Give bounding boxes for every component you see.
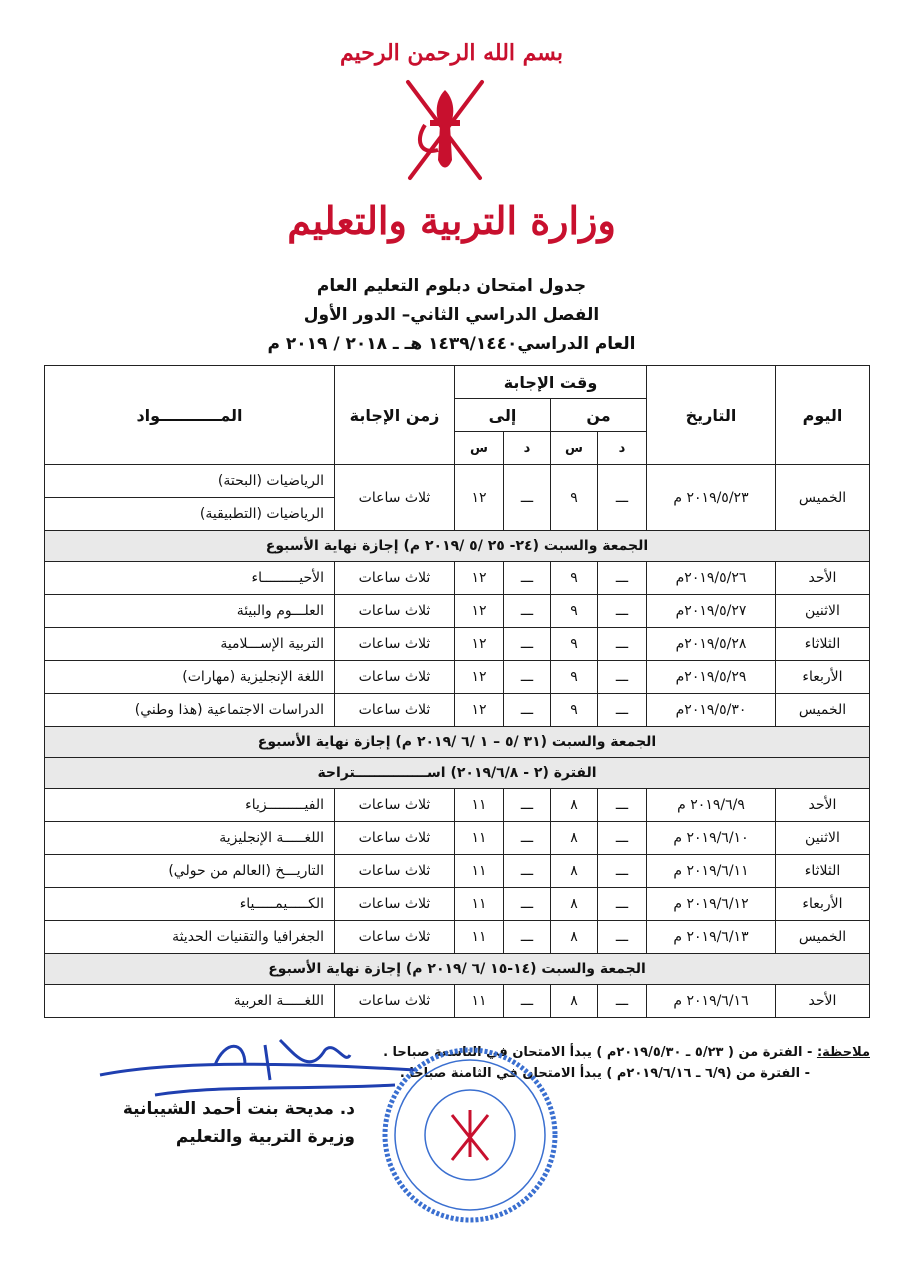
to-min-cell: ـــ [504,921,551,954]
separator-row [45,531,870,562]
document-titles [0,272,903,359]
from-min-cell: ـــ [598,921,647,954]
document-subtitle: الفصل الدراسي الثاني– الدور الأول [303,305,600,325]
to-hour-cell: ١١ [455,789,504,822]
document-title: جدول امتحان دبلوم التعليم العام [316,276,587,296]
table-row [45,562,870,595]
from-hour-cell: ٨ [551,789,598,822]
header-duration: زمن الإجابة [335,366,455,465]
signatory-title: وزيرة التربية والتعليم [175,1127,355,1147]
header-day: اليوم [776,366,870,465]
from-min-cell: ـــ [598,595,647,628]
header-subjects: المـــــــــــواد [45,366,335,465]
from-hour-cell: ٨ [551,855,598,888]
day-cell: الاثنين [776,595,870,628]
from-hour-cell: ٩ [551,628,598,661]
signature-block [123,1095,355,1151]
header-to-min: د [504,432,551,465]
to-hour-cell: ١١ [455,855,504,888]
date-cell: ٢٠١٩/٦/٩ م [647,789,776,822]
separator-text: الجمعة والسبت (٣١ /٥ – ١ /٦ /٢٠١٩ م) إجازة نهاية الأسبوع [45,727,870,758]
to-min-cell: ـــ [504,888,551,921]
day-cell: الخميس [776,465,870,531]
to-hour-cell: ١٢ [455,628,504,661]
note-2: - الفترة من (٦/٩ ـ ٢٠١٩/٦/١٦م ) يبدأ الامتحان في الثامنة صباحا . [399,1066,810,1081]
from-hour-cell: ٨ [551,888,598,921]
date-cell: ٢٠١٩/٥/٢٧م [647,595,776,628]
from-hour-cell: ٩ [551,595,598,628]
duration-cell: ثلاث ساعات [335,465,455,531]
subject-cell: الرياضيات (البحتة) [45,465,335,498]
table-row [45,595,870,628]
date-cell: ٢٠١٩/٦/١٣ م [647,921,776,954]
to-min-cell: ـــ [504,855,551,888]
separator-row [45,727,870,758]
date-cell: ٢٠١٩/٦/١٦ م [647,985,776,1018]
subject-cell: اللغة الإنجليزية (مهارات) [45,661,335,694]
from-min-cell: ـــ [598,465,647,531]
date-cell: ٢٠١٩/٥/٢٦م [647,562,776,595]
table-row [45,985,870,1018]
duration-cell: ثلاث ساعات [335,661,455,694]
academic-year: العام الدراسي١٤٣٩/١٤٤٠ هـ ـ ٢٠١٨ / ٢٠١٩ م [267,334,636,354]
to-min-cell: ـــ [504,661,551,694]
date-cell: ٢٠١٩/٦/١٢ م [647,888,776,921]
table-row [45,822,870,855]
to-min-cell: ـــ [504,628,551,661]
separator-row [45,954,870,985]
day-cell: الخميس [776,921,870,954]
to-hour-cell: ١٢ [455,465,504,531]
separator-text: الفترة (٢ - ٢٠١٩/٦/٨) اســـــــــــــــتراحة [45,758,870,789]
subject-cell: الدراسات الاجتماعية (هذا وطني) [45,694,335,727]
day-cell: الأحد [776,985,870,1018]
official-stamp [380,1045,560,1225]
header-date: التاريخ [647,366,776,465]
table-row [45,921,870,954]
to-min-cell: ـــ [504,789,551,822]
subject-cell: التاريـــخ (العالم من حولي) [45,855,335,888]
header-time: وقت الإجابة [455,366,647,399]
duration-cell: ثلاث ساعات [335,595,455,628]
to-min-cell: ـــ [504,465,551,531]
header-from: من [551,399,647,432]
from-hour-cell: ٩ [551,694,598,727]
from-min-cell: ـــ [598,855,647,888]
to-hour-cell: ١٢ [455,661,504,694]
to-hour-cell: ١٢ [455,562,504,595]
from-hour-cell: ٨ [551,985,598,1018]
to-min-cell: ـــ [504,562,551,595]
from-min-cell: ـــ [598,661,647,694]
duration-cell: ثلاث ساعات [335,628,455,661]
from-hour-cell: ٩ [551,661,598,694]
day-cell: الثلاثاء [776,628,870,661]
day-cell: الأحد [776,562,870,595]
header-to-hour: س [455,432,504,465]
duration-cell: ثلاث ساعات [335,789,455,822]
subject-cell: الكـــــيمـــــياء [45,888,335,921]
header-from-min: د [598,432,647,465]
day-cell: الاثنين [776,822,870,855]
to-hour-cell: ١٢ [455,694,504,727]
table-row [45,661,870,694]
subject-cell: التربية الإســـلامية [45,628,335,661]
from-min-cell: ـــ [598,694,647,727]
header-to: إلى [455,399,551,432]
to-min-cell: ـــ [504,822,551,855]
oman-emblem-icon [400,70,490,185]
from-min-cell: ـــ [598,985,647,1018]
to-hour-cell: ١١ [455,921,504,954]
date-cell: ٢٠١٩/٥/٢٨م [647,628,776,661]
signatory-name: د. مديحة بنت أحمد الشيبانية [122,1099,355,1119]
table-row [45,888,870,921]
to-min-cell: ـــ [504,985,551,1018]
subject-cell: الرياضيات (التطبيقية) [45,498,335,531]
from-min-cell: ـــ [598,822,647,855]
header-from-hour: س [551,432,598,465]
to-hour-cell: ١٢ [455,595,504,628]
table-row [45,855,870,888]
duration-cell: ثلاث ساعات [335,562,455,595]
ministry-name: وزارة التربية والتعليم [287,198,616,243]
to-hour-cell: ١١ [455,888,504,921]
duration-cell: ثلاث ساعات [335,888,455,921]
notes-label: ملاحظة: [816,1045,870,1060]
duration-cell: ثلاث ساعات [335,822,455,855]
note-1: - الفترة من ( ٥/٢٣ ـ ٢٠١٩/٥/٣٠م ) يبدأ الامتحان في التاسعة صباحا . [383,1045,813,1060]
subject-cell: اللغـــــة الإنجليزية [45,822,335,855]
from-min-cell: ـــ [598,562,647,595]
subject-cell: الجغرافيا والتقنيات الحديثة [45,921,335,954]
from-min-cell: ـــ [598,789,647,822]
day-cell: الأحد [776,789,870,822]
date-cell: ٢٠١٩/٥/٣٠م [647,694,776,727]
date-cell: ٢٠١٩/٥/٢٣ م [647,465,776,531]
from-min-cell: ـــ [598,628,647,661]
day-cell: الخميس [776,694,870,727]
from-hour-cell: ٩ [551,562,598,595]
from-hour-cell: ٩ [551,465,598,531]
from-hour-cell: ٨ [551,822,598,855]
separator-text: الجمعة والسبت (٢٤- ٢٥ /٥ /٢٠١٩ م) إجازة نهاية الأسبوع [45,531,870,562]
separator-row [45,758,870,789]
table-row [45,465,870,498]
duration-cell: ثلاث ساعات [335,985,455,1018]
from-hour-cell: ٨ [551,921,598,954]
date-cell: ٢٠١٩/٦/١٠ م [647,822,776,855]
to-min-cell: ـــ [504,694,551,727]
separator-text: الجمعة والسبت (١٤-١٥ /٦ /٢٠١٩ م) إجازة نهاية الأسبوع [45,954,870,985]
day-cell: الأربعاء [776,661,870,694]
to-hour-cell: ١١ [455,985,504,1018]
duration-cell: ثلاث ساعات [335,855,455,888]
subject-cell: الفيـــــــــزياء [45,789,335,822]
to-min-cell: ـــ [504,595,551,628]
date-cell: ٢٠١٩/٦/١١ م [647,855,776,888]
bismillah: بسم الله الرحمن الرحيم [339,40,564,66]
to-hour-cell: ١١ [455,822,504,855]
subject-cell: العلـــوم والبيئة [45,595,335,628]
subject-cell: اللغـــــة العربية [45,985,335,1018]
subject-cell: الأحيـــــــــاء [45,562,335,595]
duration-cell: ثلاث ساعات [335,694,455,727]
from-min-cell: ـــ [598,888,647,921]
duration-cell: ثلاث ساعات [335,921,455,954]
date-cell: ٢٠١٩/٥/٢٩م [647,661,776,694]
table-row [45,789,870,822]
table-row [45,628,870,661]
day-cell: الثلاثاء [776,855,870,888]
exam-schedule-table [44,365,870,1018]
day-cell: الأربعاء [776,888,870,921]
table-row [45,694,870,727]
